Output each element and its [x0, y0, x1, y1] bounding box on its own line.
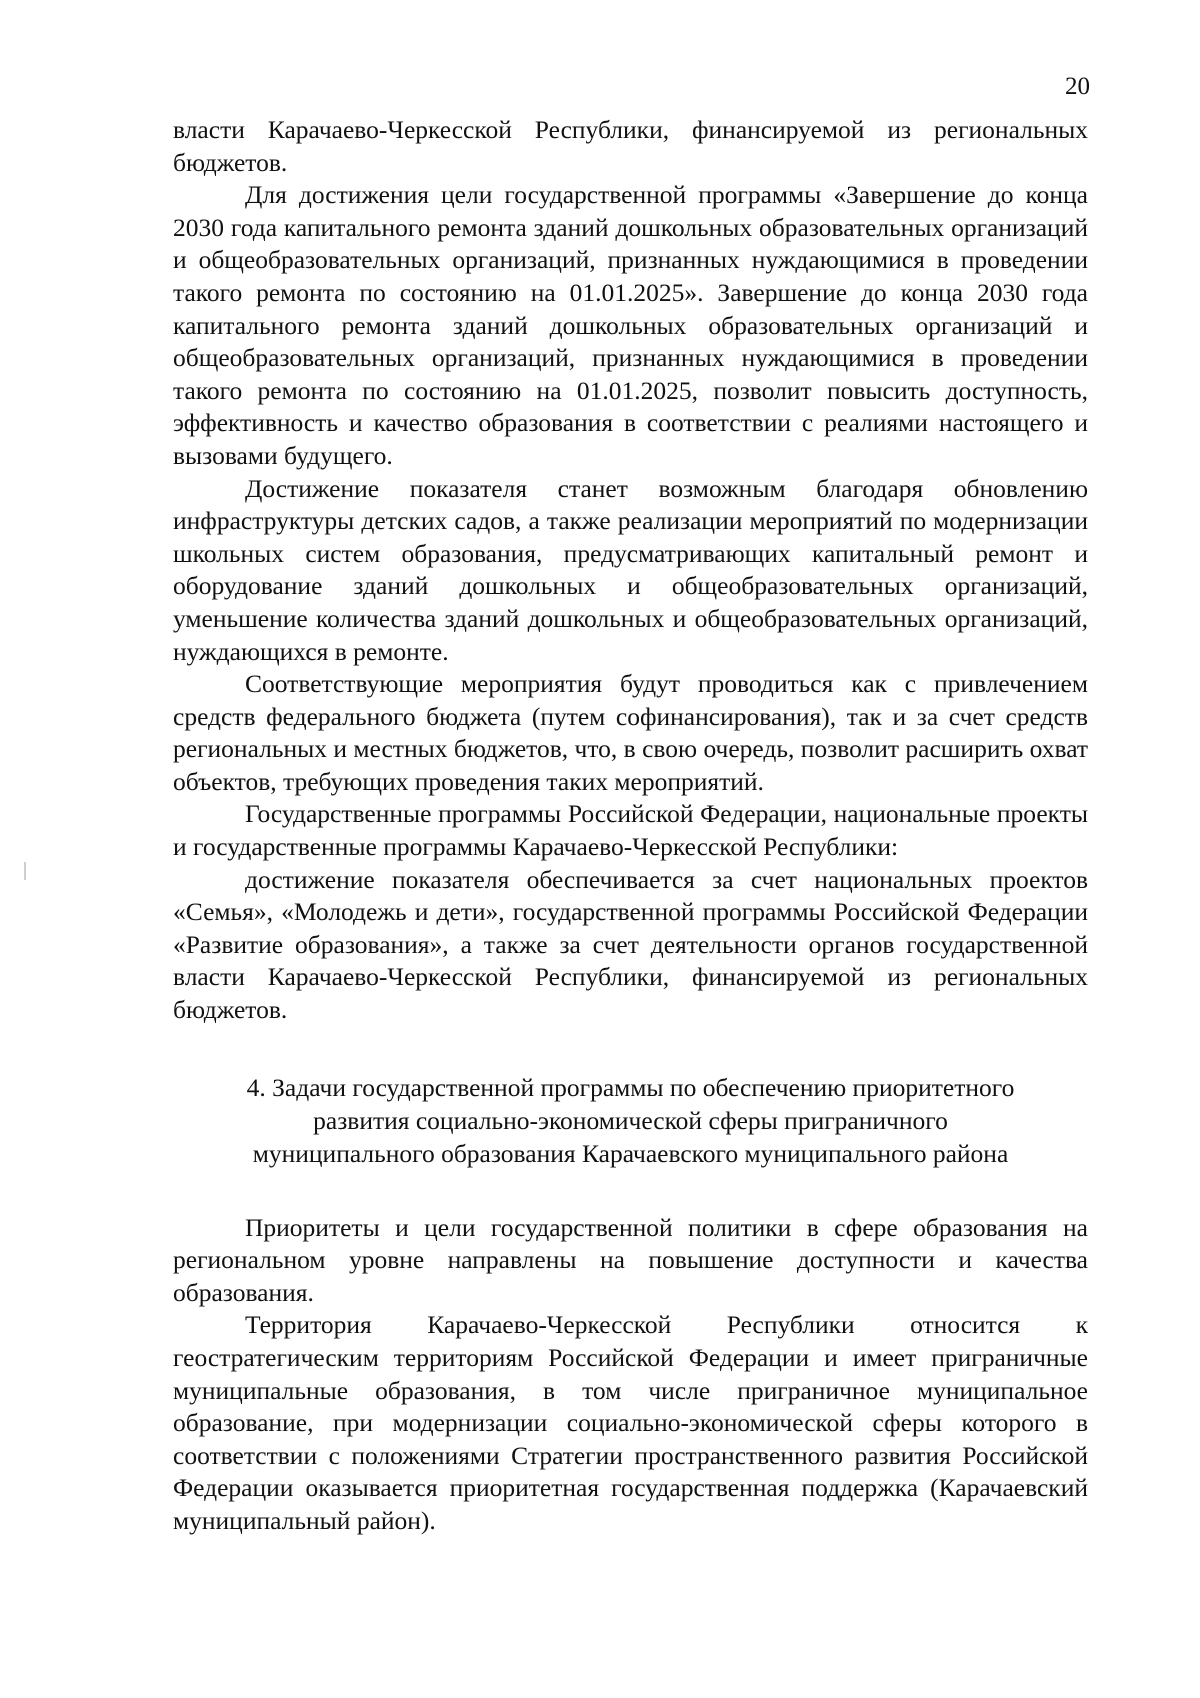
scan-edge-mark [24, 862, 26, 880]
page-number: 20 [1065, 73, 1090, 100]
section-4-heading-line-1: 4. Задачи государственной программы по обеспечению приоритетного [246, 1072, 1015, 1102]
page-content [173, 114, 1088, 1538]
paragraph-indicator-achievement: Достижение показателя станет возможным благодаря обновлению инфраструктуры детских садов, а также реализации мероприятий по модернизации школьных систем образования, предусматривающих капитальный ремонт и оборудование зданий дошкольных и общеобразовательных организаций, уменьшение количества зданий дошкольных и общеобразовательных организаций, нуждающихся в ремонте. [173, 473, 1088, 666]
section-4-heading-line-3: муниципального образования Карачаевского муниципального района [252, 1138, 1009, 1168]
paragraph-goal-achievement: Для достижения цели государственной программы «Завершение до конца 2030 года капитального ремонта зданий дошкольных образовательных организаций и общеобразовательных организаций, признанных нуждающимися в проведении такого ремонта по состоянию на 01.01.2025». Завершение до конца 2030 года капитального ремонта зданий дошкольных образовательных организаций и общеобразовательных организаций, признанных нуждающимися в проведении такого ремонта по состоянию на 01.01.2025, позволит повысить доступность, эффективность и качество образования в соответствии с реалиями настоящего и вызовами будущего. [173, 180, 1088, 470]
paragraph-funding-activities: Соответствующие мероприятия будут проводиться как с привлечением средств федерального бюджета (путем софинансирования), так и за счет средств региональных и местных бюджетов, что, в свою очередь, позволит расширить охват объектов, требующих проведения таких мероприятий. [173, 669, 1088, 796]
section-4-heading-line-2: развития социально-экономической сферы приграничного [313, 1105, 948, 1135]
paragraph-programs-detail: достижение показателя обеспечивается за счет национальных проектов «Семья», «Молодежь и дети», государственной программы Российской Федерации «Развитие образования», а также за счет деятельности органов государственной власти Карачаево-Черкесской Республики, финансируемой из региональных бюджетов. [173, 864, 1088, 1025]
paragraph-continuation: власти Карачаево-Черкесской Республики, финансируемой из региональных бюджетов. [173, 115, 1088, 177]
paragraph-policy-priorities: Приоритеты и цели государственной политики в сфере образования на региональном уровне направлены на повышение доступности и качества образования. [173, 1212, 1088, 1307]
section-4-heading [173, 1071, 1088, 1170]
paragraph-border-territory: Территория Карачаево-Черкесской Республики относится к геостратегическим территориям Российской Федерации и имеет приграничные муниципальные образования, в том числе приграничное муниципальное образование, при модернизации социально-экономической сферы которого в соответствии с положениями Стратегии пространственного развития Российской Федерации оказывается приоритетная государственная поддержка (Карачаевский муниципальный район). [173, 1310, 1088, 1535]
paragraph-programs-intro: Государственные программы Российской Федерации, национальные проекты и государственные программы Карачаево-Черкесской Республики: [173, 799, 1088, 862]
